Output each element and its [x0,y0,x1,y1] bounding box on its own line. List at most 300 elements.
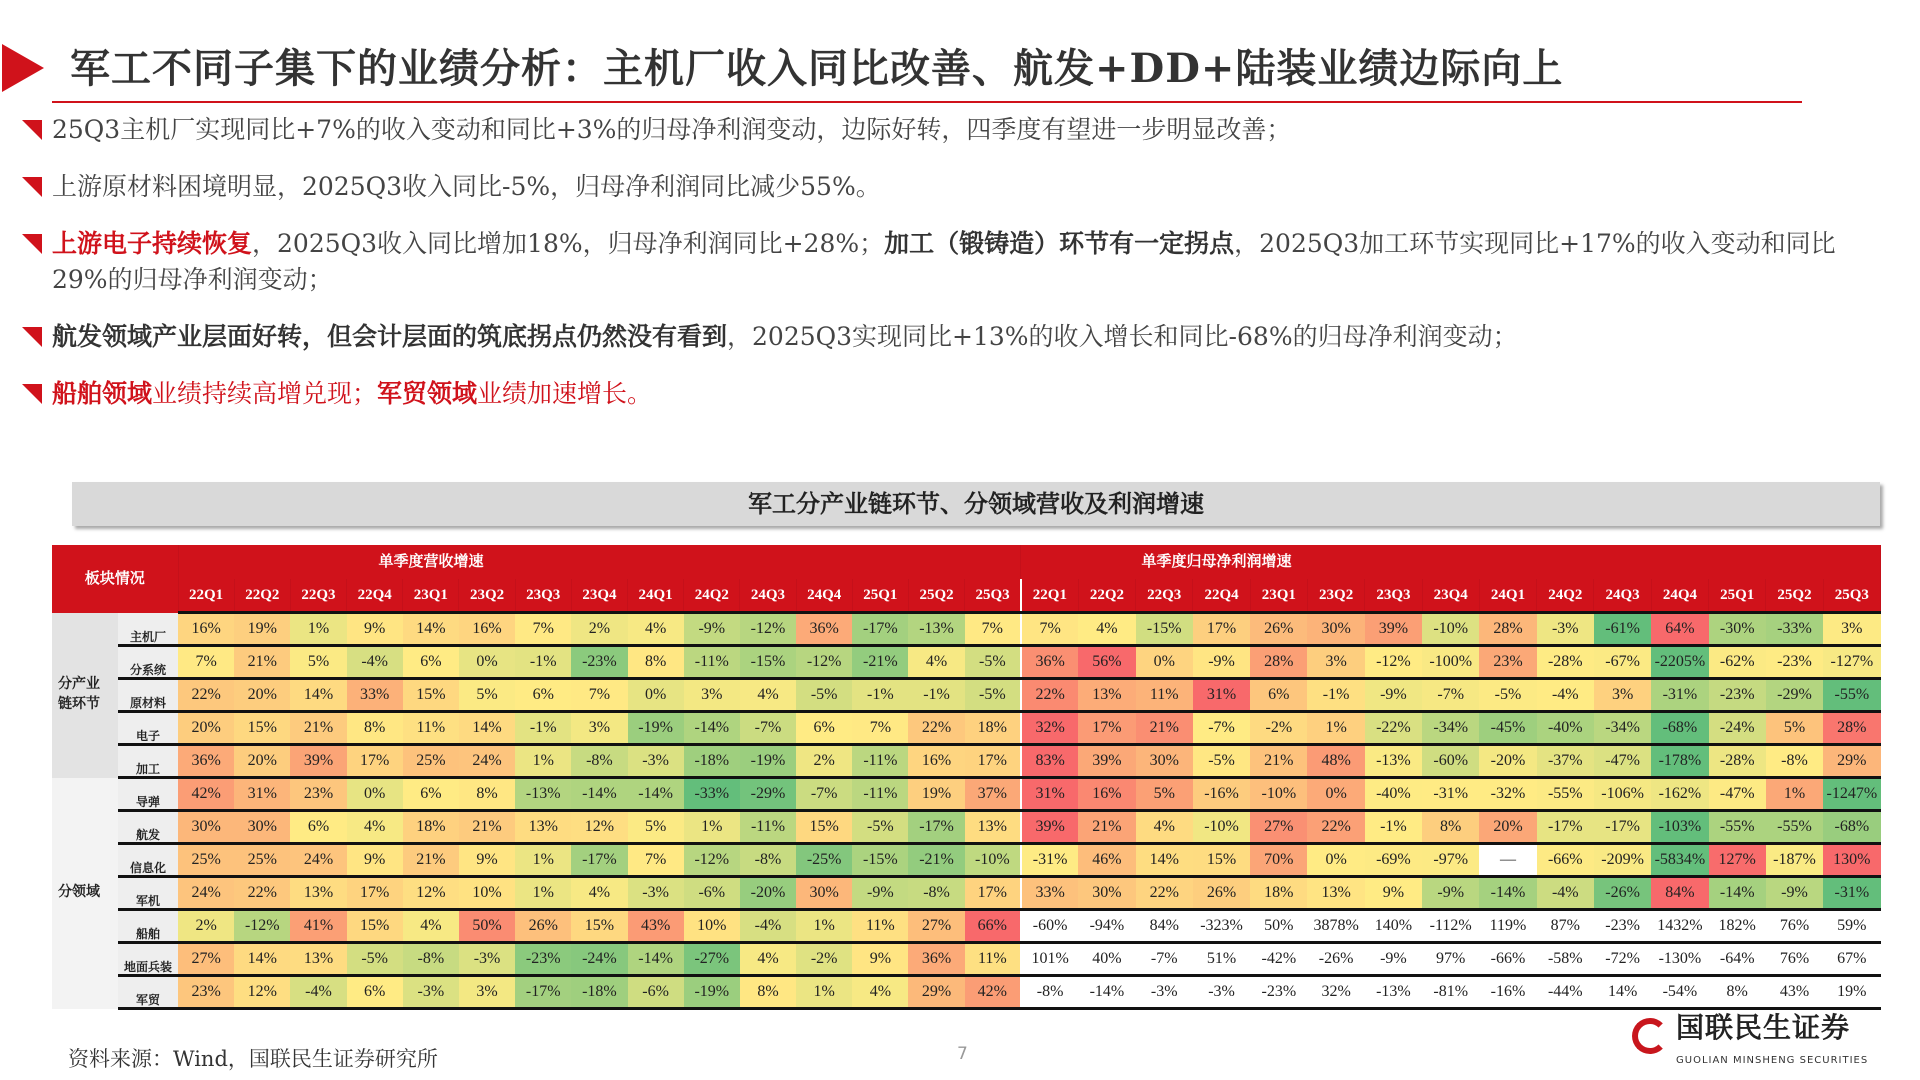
revenue-growth-cell: 7% [571,679,627,712]
revenue-growth-header: 单季度营收增速 [178,545,1021,579]
revenue-growth-cell: 2% [571,613,627,646]
revenue-growth-cell: -3% [628,877,684,910]
revenue-growth-cell: 19% [234,613,290,646]
profit-growth-cell: -23% [1250,976,1307,1009]
profit-growth-cell: -66% [1537,844,1594,877]
profit-growth-cell: 84% [1651,877,1708,910]
profit-growth-cell: -12% [1365,646,1422,679]
revenue-growth-cell: 27% [178,943,234,976]
profit-growth-cell: -127% [1823,646,1880,679]
profit-growth-cell: 30% [1307,613,1364,646]
revenue-growth-cell: 5% [628,811,684,844]
profit-growth-cell: 14% [1136,844,1193,877]
revenue-growth-cell: 24% [459,745,515,778]
profit-growth-cell: 28% [1250,646,1307,679]
quarter-header: 23Q1 [1250,579,1307,613]
revenue-growth-cell: 1% [796,910,852,943]
profit-growth-cell: 17% [1078,712,1135,745]
revenue-growth-cell: 23% [290,778,346,811]
revenue-growth-cell: 7% [515,613,571,646]
profit-growth-cell: 4% [1078,613,1135,646]
quarter-header: 23Q4 [571,579,627,613]
quarter-header: 25Q2 [908,579,964,613]
profit-growth-cell: -10% [1193,811,1250,844]
profit-growth-cell: -58% [1537,943,1594,976]
profit-growth-cell: 39% [1021,811,1078,844]
profit-growth-cell: -34% [1594,712,1651,745]
profit-growth-cell: 22% [1136,877,1193,910]
profit-growth-cell: 43% [1766,976,1823,1009]
profit-growth-cell: -97% [1422,844,1479,877]
revenue-growth-cell: 37% [965,778,1021,811]
quarter-header: 24Q2 [684,579,740,613]
logo-text-en: GUOLIAN MINSHENG SECURITIES [1676,1055,1869,1066]
revenue-growth-cell: 8% [740,976,796,1009]
revenue-growth-cell: -29% [740,778,796,811]
revenue-growth-cell: -15% [852,844,908,877]
page-number: 7 [957,1044,968,1064]
profit-growth-cell: -10% [1250,778,1307,811]
profit-growth-cell: -54% [1651,976,1708,1009]
revenue-growth-cell: 7% [852,712,908,745]
revenue-growth-cell: 27% [908,910,964,943]
table-row [52,877,1881,910]
quarter-header: 24Q4 [1651,579,1708,613]
row-name: 军贸 [118,976,178,1009]
quarter-header: 22Q1 [178,579,234,613]
logo-mark-icon [1632,1018,1668,1054]
revenue-growth-cell: 11% [403,712,459,745]
profit-growth-cell: -13% [1365,745,1422,778]
revenue-growth-cell: 9% [347,844,403,877]
profit-growth-cell: 1432% [1651,910,1708,943]
profit-growth-cell: -68% [1823,811,1880,844]
profit-growth-cell: -60% [1422,745,1479,778]
revenue-growth-cell: -19% [684,976,740,1009]
profit-growth-cell: -30% [1709,613,1766,646]
profit-growth-cell: -7% [1136,943,1193,976]
revenue-growth-cell: 33% [347,679,403,712]
profit-growth-cell: 40% [1078,943,1135,976]
revenue-growth-cell: 36% [908,943,964,976]
revenue-growth-cell: 31% [234,778,290,811]
profit-growth-cell: -66% [1479,943,1536,976]
revenue-growth-cell: -17% [852,613,908,646]
profit-growth-cell: 48% [1307,745,1364,778]
revenue-growth-cell: -25% [796,844,852,877]
revenue-growth-cell: 4% [852,976,908,1009]
profit-growth-cell: 39% [1078,745,1135,778]
revenue-growth-cell: 1% [515,877,571,910]
table-row [52,745,1881,778]
quarter-header: 23Q2 [459,579,515,613]
profit-growth-cell: -47% [1594,745,1651,778]
revenue-growth-cell: 25% [178,844,234,877]
revenue-growth-cell: 15% [796,811,852,844]
revenue-growth-cell: -23% [515,943,571,976]
bullet-text-segment: 业绩加速增长。 [477,379,653,408]
profit-growth-cell: -9% [1193,646,1250,679]
quarter-header: 25Q3 [965,579,1021,613]
revenue-growth-cell: -8% [908,877,964,910]
revenue-growth-cell: 10% [684,910,740,943]
quarter-header: 24Q1 [628,579,684,613]
revenue-growth-cell: 30% [796,877,852,910]
quarter-header: 22Q4 [347,579,403,613]
profit-growth-cell: 33% [1021,877,1078,910]
revenue-growth-cell: 3% [684,679,740,712]
revenue-growth-cell: -1% [515,712,571,745]
table-row [52,679,1881,712]
revenue-growth-cell: 1% [796,976,852,1009]
profit-growth-cell: -7% [1193,712,1250,745]
revenue-growth-cell: -5% [852,811,908,844]
revenue-growth-cell: 17% [965,745,1021,778]
row-name: 船舶 [118,910,178,943]
growth-table [52,545,1881,1010]
revenue-growth-cell: 16% [178,613,234,646]
revenue-growth-cell: 19% [908,778,964,811]
revenue-growth-cell: -6% [684,877,740,910]
profit-growth-cell: 31% [1193,679,1250,712]
revenue-growth-cell: -5% [347,943,403,976]
profit-growth-cell: -45% [1479,712,1536,745]
profit-growth-cell: -64% [1709,943,1766,976]
revenue-growth-cell: 14% [290,679,346,712]
bullet-item [20,319,1880,355]
quarter-header: 22Q4 [1193,579,1250,613]
revenue-growth-cell: 24% [178,877,234,910]
profit-growth-cell: 1% [1307,712,1364,745]
profit-growth-cell: -4% [1537,877,1594,910]
profit-growth-cell: 46% [1078,844,1135,877]
profit-growth-cell: -47% [1709,778,1766,811]
profit-growth-cell: 28% [1823,712,1880,745]
revenue-growth-cell: -1% [852,679,908,712]
profit-growth-cell: 76% [1766,943,1823,976]
revenue-growth-cell: 50% [459,910,515,943]
profit-growth-cell: 70% [1250,844,1307,877]
revenue-growth-cell: 6% [347,976,403,1009]
revenue-growth-cell: 20% [234,745,290,778]
revenue-growth-cell: 14% [234,943,290,976]
profit-growth-cell: 4% [1136,811,1193,844]
profit-growth-cell: -2% [1250,712,1307,745]
revenue-growth-cell: 66% [965,910,1021,943]
profit-growth-cell: -100% [1422,646,1479,679]
revenue-growth-cell: 4% [740,943,796,976]
profit-growth-cell: -68% [1651,712,1708,745]
bullet-text-segment: ，2025Q3加工环节实现同比+17%的收入变动和同比29%的归母净利润变动； [52,229,1836,294]
quarter-header: 25Q1 [1709,579,1766,613]
revenue-growth-cell: -3% [628,745,684,778]
profit-growth-cell: -22% [1365,712,1422,745]
revenue-growth-cell: 6% [403,778,459,811]
profit-growth-cell: 59% [1823,910,1880,943]
revenue-growth-cell: -14% [628,943,684,976]
profit-growth-cell: -16% [1479,976,1536,1009]
profit-growth-cell: 76% [1766,910,1823,943]
profit-growth-cell: -8% [1766,745,1823,778]
row-name: 分系统 [118,646,178,679]
revenue-growth-cell: -4% [740,910,796,943]
revenue-growth-cell: -17% [515,976,571,1009]
revenue-growth-cell: 22% [908,712,964,745]
profit-growth-cell: -9% [1365,679,1422,712]
profit-growth-cell: 101% [1021,943,1078,976]
profit-growth-cell: -28% [1537,646,1594,679]
profit-growth-cell: 14% [1594,976,1651,1009]
revenue-growth-cell: 22% [234,877,290,910]
revenue-growth-cell: 12% [571,811,627,844]
profit-growth-cell: 30% [1078,877,1135,910]
table-row [52,943,1881,976]
revenue-growth-cell: -27% [684,943,740,976]
revenue-growth-cell: 2% [796,745,852,778]
quarter-header: 23Q3 [515,579,571,613]
revenue-growth-cell: -17% [908,811,964,844]
revenue-growth-cell: 17% [347,745,403,778]
revenue-growth-cell: 30% [178,811,234,844]
profit-growth-cell: 32% [1021,712,1078,745]
bullet-marker-icon [22,177,42,197]
revenue-growth-cell: 5% [290,646,346,679]
revenue-growth-cell: -7% [740,712,796,745]
row-name: 电子 [118,712,178,745]
profit-growth-cell: 7% [1021,613,1078,646]
profit-growth-cell: 29% [1823,745,1880,778]
row-name: 军机 [118,877,178,910]
revenue-growth-cell: -12% [234,910,290,943]
revenue-growth-cell: 20% [178,712,234,745]
profit-growth-cell: 19% [1823,976,1880,1009]
revenue-growth-cell: -21% [852,646,908,679]
bullet-marker-icon [22,384,42,404]
profit-growth-cell: -23% [1709,679,1766,712]
profit-growth-cell: -3% [1193,976,1250,1009]
profit-growth-cell: 3% [1594,679,1651,712]
quarter-header: 22Q1 [1021,579,1078,613]
revenue-growth-cell: 18% [403,811,459,844]
revenue-growth-cell: 13% [515,811,571,844]
profit-growth-cell: 27% [1250,811,1307,844]
profit-growth-cell: 84% [1136,910,1193,943]
revenue-growth-cell: -14% [684,712,740,745]
revenue-growth-cell: 3% [571,712,627,745]
revenue-growth-cell: -11% [684,646,740,679]
profit-growth-cell: 8% [1422,811,1479,844]
profit-growth-cell: -1% [1307,679,1364,712]
bullet-item [20,112,1880,148]
profit-growth-cell: 87% [1537,910,1594,943]
profit-growth-cell: -34% [1422,712,1479,745]
revenue-growth-cell: -20% [740,877,796,910]
revenue-growth-cell: 41% [290,910,346,943]
profit-growth-cell: 3% [1823,613,1880,646]
profit-growth-cell: -178% [1651,745,1708,778]
revenue-growth-cell: -24% [571,943,627,976]
row-name: 导弹 [118,778,178,811]
profit-growth-cell: -5% [1193,745,1250,778]
table-header-row [52,545,1881,579]
table-row [52,613,1881,646]
revenue-growth-cell: 8% [628,646,684,679]
quarter-header: 25Q2 [1766,579,1823,613]
bullet-marker-icon [22,234,42,254]
bullet-text-segment: ，2025Q3实现同比+13%的收入增长和同比-68%的归母净利润变动； [727,322,1518,351]
profit-growth-cell: -94% [1078,910,1135,943]
profit-growth-cell: 13% [1078,679,1135,712]
revenue-growth-cell: 10% [459,877,515,910]
bullet-text-segment: 航发领域产业层面好转，但会计层面的筑底拐点仍然没有看到 [52,322,728,351]
title-arrow-icon [2,44,44,92]
profit-growth-cell: -33% [1766,613,1823,646]
revenue-growth-cell: 7% [178,646,234,679]
profit-growth-cell: -55% [1766,811,1823,844]
profit-growth-cell: 3878% [1307,910,1364,943]
quarter-header: 24Q1 [1479,579,1536,613]
profit-growth-cell: -162% [1651,778,1708,811]
revenue-growth-cell: 4% [403,910,459,943]
revenue-growth-cell: -8% [403,943,459,976]
profit-growth-cell: -10% [1422,613,1479,646]
profit-growth-cell: -9% [1422,877,1479,910]
revenue-growth-cell: 14% [403,613,459,646]
profit-growth-cell: 0% [1307,778,1364,811]
profit-growth-cell: -8% [1021,976,1078,1009]
profit-growth-cell: -81% [1422,976,1479,1009]
revenue-growth-cell: 20% [234,679,290,712]
revenue-growth-cell: 16% [908,745,964,778]
revenue-growth-cell: -4% [347,646,403,679]
revenue-growth-cell: -12% [684,844,740,877]
quarter-header: 22Q2 [1078,579,1135,613]
row-name: 信息化 [118,844,178,877]
profit-growth-cell: 23% [1479,646,1536,679]
page-title: 军工不同子集下的业绩分析：主机厂收入同比改善、航发+DD+陆装业绩边际向上 [70,45,1564,92]
profit-growth-cell: 21% [1136,712,1193,745]
row-name: 地面兵装 [118,943,178,976]
profit-growth-cell: 30% [1136,745,1193,778]
profit-growth-cell: -5834% [1651,844,1708,877]
title-divider [52,101,1802,103]
revenue-growth-cell: -3% [459,943,515,976]
revenue-growth-cell: 1% [515,745,571,778]
revenue-growth-cell: 9% [852,943,908,976]
revenue-growth-cell: 26% [515,910,571,943]
corner-header: 板块情况 [52,545,178,613]
profit-growth-cell: 140% [1365,910,1422,943]
revenue-growth-cell: -33% [684,778,740,811]
profit-growth-cell: 130% [1823,844,1880,877]
profit-growth-cell: 50% [1250,910,1307,943]
revenue-growth-cell: -13% [908,613,964,646]
revenue-growth-cell: 42% [178,778,234,811]
profit-growth-cell: -187% [1766,844,1823,877]
table-row [52,844,1881,877]
profit-growth-cell: -72% [1594,943,1651,976]
revenue-growth-cell: -5% [796,679,852,712]
profit-growth-cell: -106% [1594,778,1651,811]
revenue-growth-cell: -4% [290,976,346,1009]
bullet-text-segment: 船舶领域 [52,379,153,408]
revenue-growth-cell: 15% [234,712,290,745]
quarter-header: 23Q4 [1422,579,1479,613]
quarter-header: 24Q3 [1594,579,1651,613]
revenue-growth-cell: 21% [459,811,515,844]
revenue-growth-cell: -19% [628,712,684,745]
profit-growth-cell: -130% [1651,943,1708,976]
profit-growth-cell: -55% [1823,679,1880,712]
profit-growth-cell: 21% [1250,745,1307,778]
profit-growth-cell: 31% [1021,778,1078,811]
profit-growth-cell: 83% [1021,745,1078,778]
profit-growth-cell: -1247% [1823,778,1880,811]
profit-growth-cell: -2205% [1651,646,1708,679]
table-row [52,646,1881,679]
revenue-growth-cell: 13% [290,943,346,976]
revenue-growth-cell: 17% [347,877,403,910]
revenue-growth-cell: 14% [459,712,515,745]
revenue-growth-cell: -10% [965,844,1021,877]
revenue-growth-cell: 4% [571,877,627,910]
quarter-header: 24Q4 [796,579,852,613]
profit-growth-cell: -14% [1709,877,1766,910]
revenue-growth-cell: 4% [347,811,403,844]
revenue-growth-cell: 11% [852,910,908,943]
profit-growth-cell: -31% [1021,844,1078,877]
profit-growth-cell: -40% [1365,778,1422,811]
profit-growth-cell: 51% [1193,943,1250,976]
profit-growth-cell: -28% [1709,745,1766,778]
revenue-growth-cell: 15% [403,679,459,712]
profit-growth-cell: 5% [1766,712,1823,745]
revenue-growth-cell: 6% [515,679,571,712]
revenue-growth-cell: -18% [571,976,627,1009]
profit-growth-cell: 26% [1193,877,1250,910]
revenue-growth-cell: 2% [178,910,234,943]
revenue-growth-cell: -21% [908,844,964,877]
profit-growth-cell: -32% [1479,778,1536,811]
group-label: 分领域 [52,778,118,1009]
revenue-growth-cell: 13% [965,811,1021,844]
quarter-header: 24Q3 [740,579,796,613]
revenue-growth-cell: -9% [684,613,740,646]
revenue-growth-cell: -11% [852,778,908,811]
profit-growth-cell: 13% [1307,877,1364,910]
row-name: 航发 [118,811,178,844]
profit-growth-cell: 0% [1136,646,1193,679]
profit-growth-cell: 64% [1651,613,1708,646]
profit-growth-cell: -5% [1479,679,1536,712]
profit-growth-cell: -103% [1651,811,1708,844]
revenue-growth-cell: 21% [290,712,346,745]
revenue-growth-cell: 36% [796,613,852,646]
profit-growth-cell: -23% [1766,646,1823,679]
profit-growth-cell: 182% [1709,910,1766,943]
bullet-item [20,226,1880,298]
company-logo [1632,1010,1902,1072]
profit-growth-cell: -69% [1365,844,1422,877]
profit-growth-cell: -323% [1193,910,1250,943]
profit-growth-cell: -55% [1537,778,1594,811]
revenue-growth-cell: 5% [459,679,515,712]
revenue-growth-cell: 36% [178,745,234,778]
profit-growth-cell: 28% [1479,613,1536,646]
profit-growth-cell: 20% [1479,811,1536,844]
revenue-growth-cell: 25% [234,844,290,877]
profit-growth-cell: 15% [1193,844,1250,877]
